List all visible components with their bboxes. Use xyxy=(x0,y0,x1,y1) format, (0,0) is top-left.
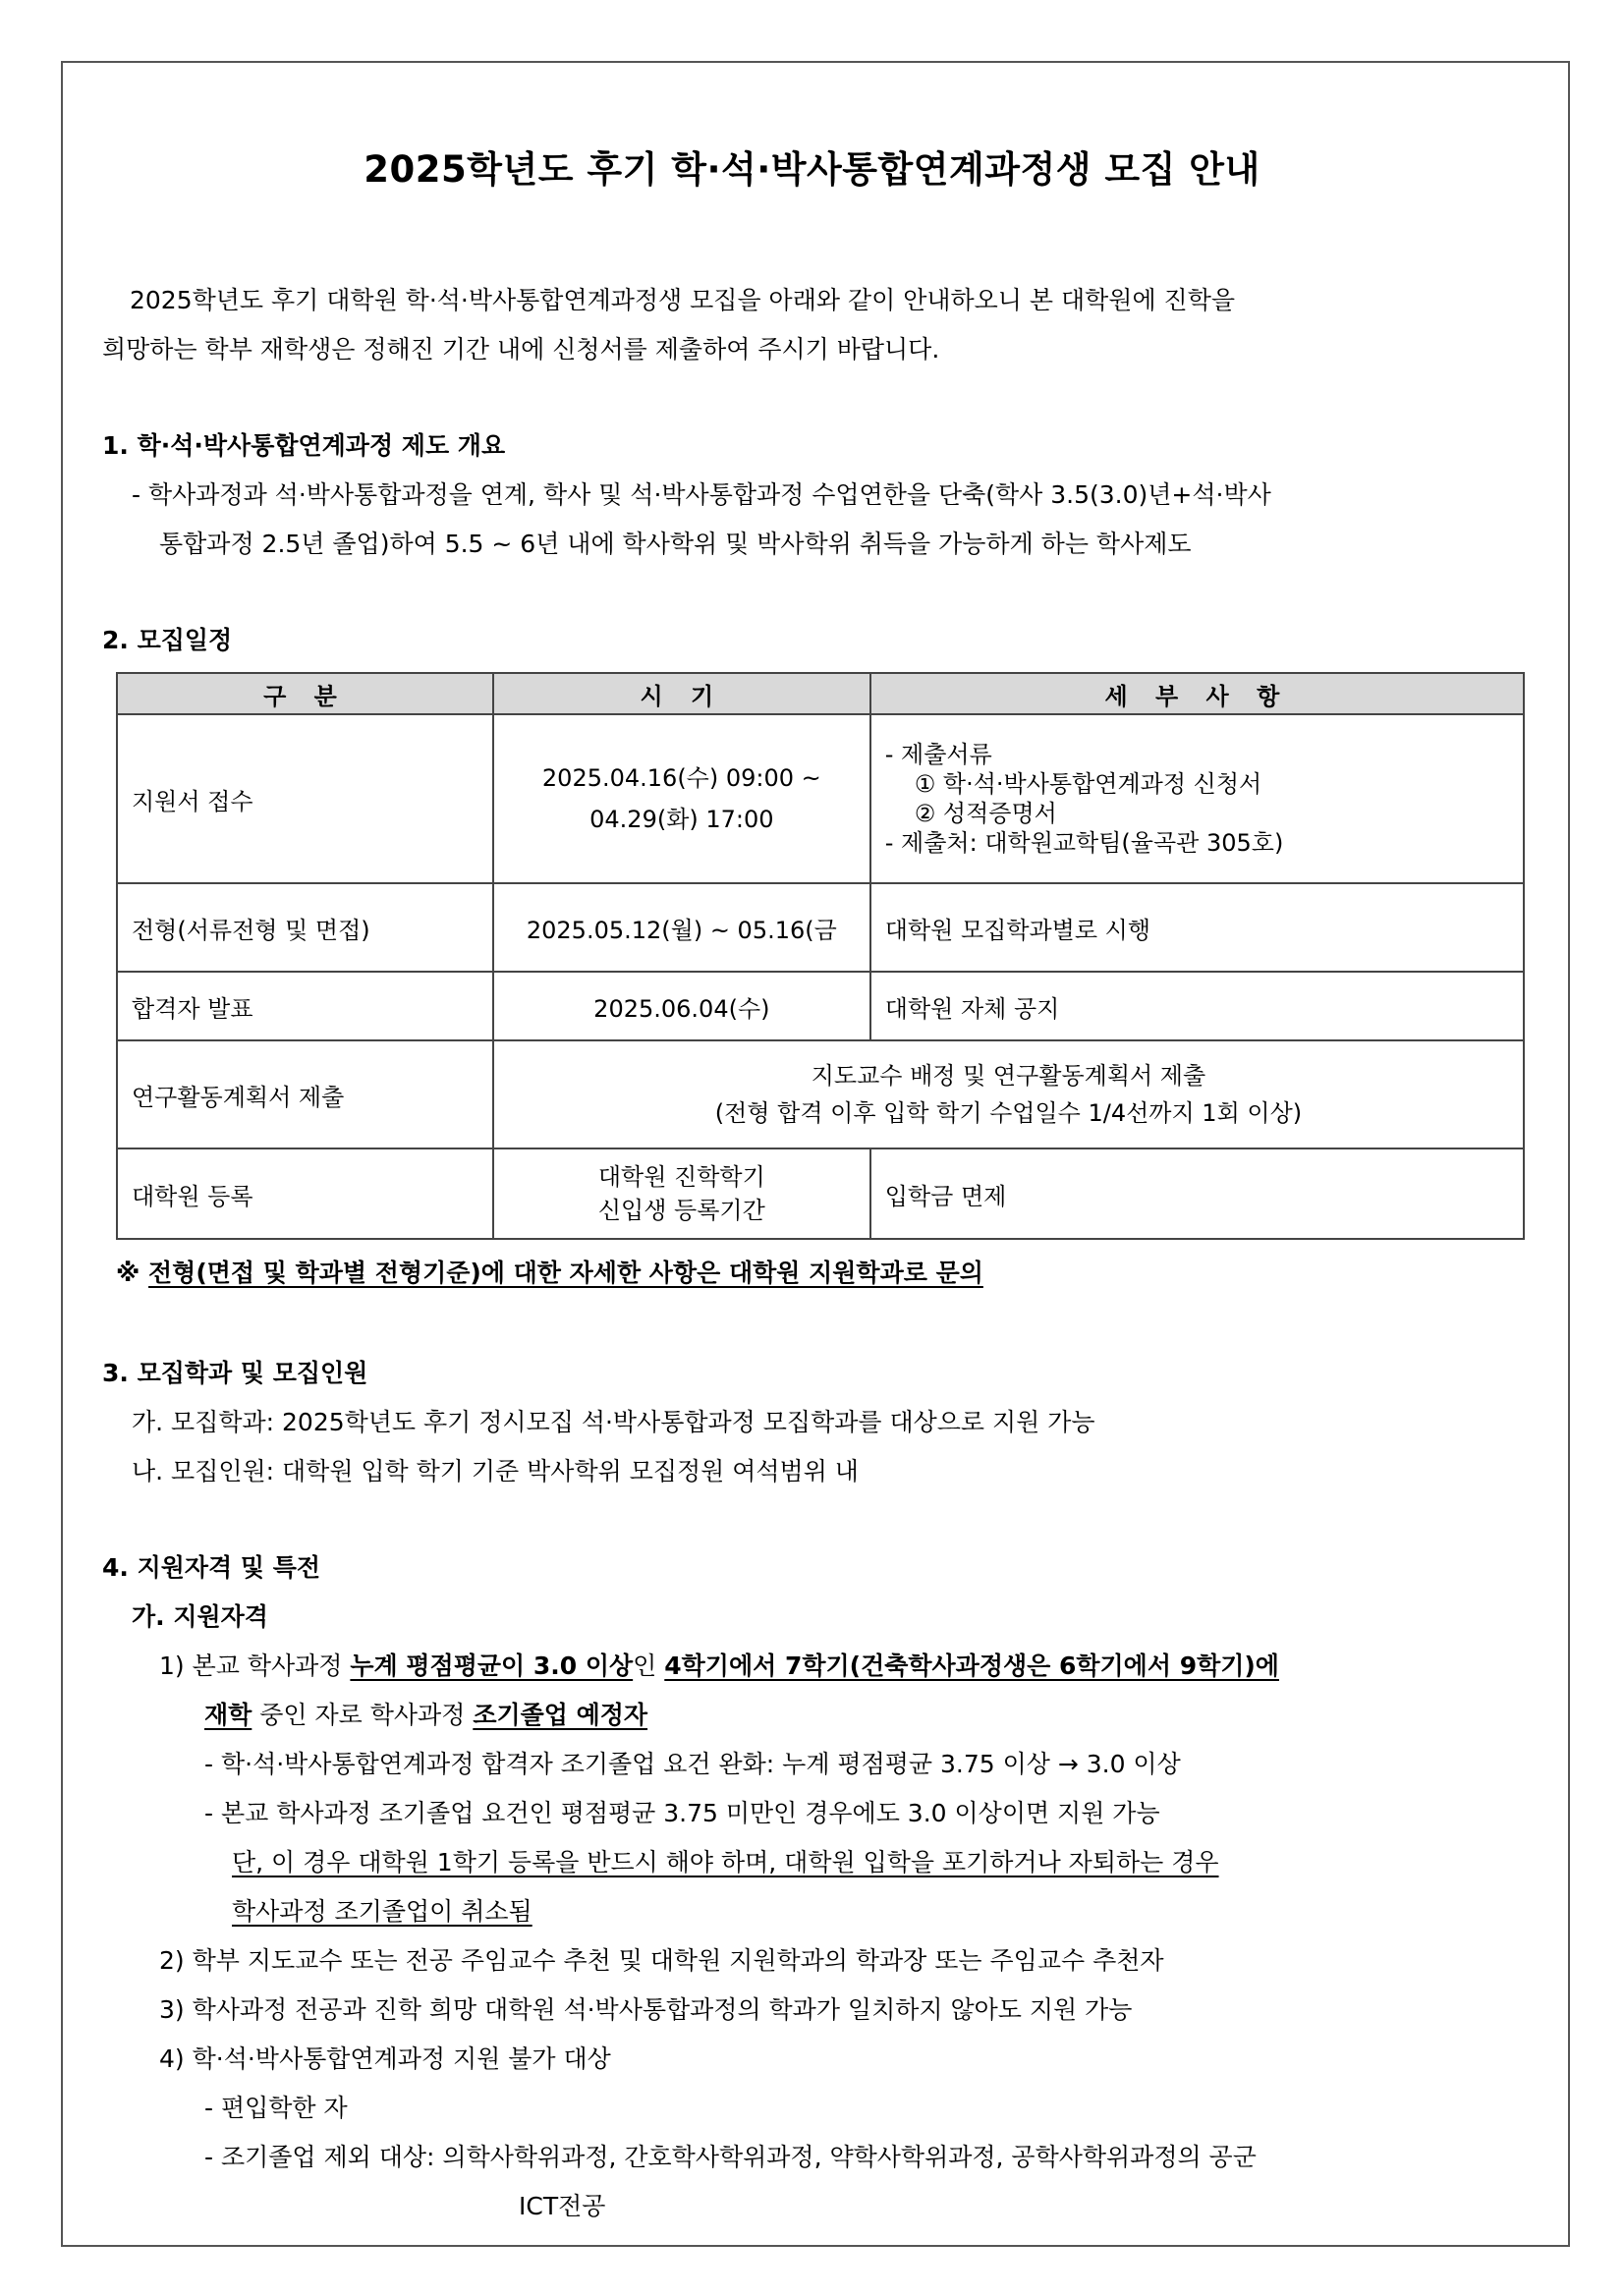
text-segment: 1) 본교 학사과정 xyxy=(159,1652,351,1680)
row-details: 대학원 자체 공지 xyxy=(870,972,1524,1040)
header-period: 시 기 xyxy=(493,673,870,714)
section-3-heading: 3. 모집학과 및 모집인원 xyxy=(102,1359,368,1387)
merged-line: (전형 합격 이후 입학 학기 수업일수 1/4선까지 1회 이상) xyxy=(714,1099,1303,1127)
row-period xyxy=(493,714,870,883)
section-4-heading: 4. 지원자격 및 특전 xyxy=(102,1553,321,1582)
row-label: 전형(서류전형 및 면접) xyxy=(117,883,493,972)
intro-line-1: 2025학년도 후기 대학원 학·석·박사통합연계과정생 모집을 아래와 같이 안내하오니 본 대학원에 진학을 xyxy=(130,286,1235,314)
eligibility-item-4a: - 편입학한 자 xyxy=(204,2094,348,2122)
section-3-item-a: 가. 모집학과: 2025학년도 후기 정시모집 석·박사통합과정 모집학과를 대상으로 지원 가능 xyxy=(132,1408,1095,1436)
text-segment: 인 xyxy=(633,1652,665,1680)
row-period: 2025.05.12(월) ~ 05.16(금 xyxy=(493,883,870,972)
table-row xyxy=(117,1148,1524,1239)
text-segment-emphasis: 누계 평점평균이 3.0 이상 xyxy=(350,1652,634,1680)
detail-line: - 제출서류 xyxy=(884,741,992,768)
header-category: 구 분 xyxy=(117,673,493,714)
header-details: 세 부 사 항 xyxy=(870,673,1524,714)
text-segment-emphasis: 4학기에서 7학기(건축학사과정생은 6학기에서 9학기)에 xyxy=(664,1652,1279,1680)
row-label: 연구활동계획서 제출 xyxy=(117,1040,493,1148)
period-line: 대학원 진학학기 xyxy=(597,1163,765,1191)
note-text: 전형(면접 및 학과별 전형기준)에 대한 자세한 사항은 대학원 지원학과로 문의 xyxy=(148,1259,983,1287)
eligibility-item-1b: - 본교 학사과정 조기졸업 요건인 평점평균 3.75 미만인 경우에도 3.0 이상이면 지원 가능 xyxy=(204,1799,1160,1827)
eligibility-item-1 xyxy=(159,1647,1279,1682)
section-1-line-1: - 학사과정과 석·박사통합과정을 연계, 학사 및 석·박사통합과정 수업연한을 단축(학사 3.5(3.0)년+석·박사 xyxy=(132,480,1271,509)
eligibility-item-1c: 단, 이 경우 대학원 1학기 등록을 반드시 해야 하며, 대학원 입학을 포기하거나 자퇴하는 경우 xyxy=(232,1848,1219,1876)
section-1-line-2: 통합과정 2.5년 졸업)하여 5.5 ~ 6년 내에 학사학위 및 박사학위 취득을 가능하게 하는 학사제도 xyxy=(159,530,1192,558)
table-row xyxy=(117,883,1524,972)
table-row xyxy=(117,714,1524,883)
eligibility-item-2: 2) 학부 지도교수 또는 전공 주임교수 추천 및 대학원 지원학과의 학과장 또는 주임교수 추천자 xyxy=(159,1946,1164,1975)
eligibility-item-1-cont xyxy=(204,1696,647,1731)
row-label: 대학원 등록 xyxy=(117,1148,493,1239)
period-line: 04.29(화) 17:00 xyxy=(589,806,774,833)
table-row xyxy=(117,972,1524,1040)
row-period xyxy=(493,1148,870,1239)
eligibility-item-4b: - 조기졸업 제외 대상: 의학사학위과정, 간호학사학위과정, 약학사학위과정, 공학사학위과정의 공군 xyxy=(204,2143,1257,2171)
section-4-subheading: 가. 지원자격 xyxy=(132,1602,268,1631)
note-mark: ※ xyxy=(116,1259,140,1287)
row-details xyxy=(870,714,1524,883)
merged-line: 지도교수 배정 및 연구활동계획서 제출 xyxy=(811,1062,1206,1090)
schedule-note xyxy=(116,1254,983,1289)
detail-line: ② 성적증명서 xyxy=(914,800,1057,827)
detail-line: - 제출처: 대학원교학팀(율곡관 305호) xyxy=(884,829,1284,857)
row-period: 2025.06.04(수) xyxy=(493,972,870,1040)
eligibility-item-1a: - 학·석·박사통합연계과정 합격자 조기졸업 요건 완화: 누계 평점평균 3.75 이상 → 3.0 이상 xyxy=(204,1750,1181,1778)
row-merged-details xyxy=(493,1040,1524,1148)
text-segment-emphasis: 재학 xyxy=(204,1701,252,1729)
row-details: 대학원 모집학과별로 시행 xyxy=(870,883,1524,972)
table-header-row xyxy=(117,673,1524,714)
text-segment: 중인 자로 학사과정 xyxy=(252,1701,474,1729)
detail-line: ① 학·석·박사통합연계과정 신청서 xyxy=(914,770,1262,798)
intro-line-2: 희망하는 학부 재학생은 정해진 기간 내에 신청서를 제출하여 주시기 바랍니다. xyxy=(102,335,940,364)
period-line: 신입생 등록기간 xyxy=(597,1197,765,1224)
section-1-heading: 1. 학·석·박사통합연계과정 제도 개요 xyxy=(102,431,506,460)
table-row xyxy=(117,1040,1524,1148)
row-details: 입학금 면제 xyxy=(870,1148,1524,1239)
row-label: 지원서 접수 xyxy=(117,714,493,883)
row-label: 합격자 발표 xyxy=(117,972,493,1040)
eligibility-item-3: 3) 학사과정 전공과 진학 희망 대학원 석·박사통합과정의 학과가 일치하지 않아도 지원 가능 xyxy=(159,1995,1133,2024)
eligibility-item-4c: ICT전공 xyxy=(519,2192,606,2220)
schedule-table xyxy=(116,672,1525,1240)
text-segment-emphasis: 조기졸업 예정자 xyxy=(473,1701,648,1729)
period-line: 2025.04.16(수) 09:00 ~ xyxy=(541,764,821,792)
eligibility-item-1d: 학사과정 조기졸업이 취소됨 xyxy=(232,1897,532,1926)
page-title: 2025학년도 후기 학·석·박사통합연계과정생 모집 안내 xyxy=(364,148,1260,191)
eligibility-item-4: 4) 학·석·박사통합연계과정 지원 불가 대상 xyxy=(159,2044,611,2073)
section-2-heading: 2. 모집일정 xyxy=(102,626,233,654)
section-3-item-b: 나. 모집인원: 대학원 입학 학기 기준 박사학위 모집정원 여석범위 내 xyxy=(132,1457,859,1485)
